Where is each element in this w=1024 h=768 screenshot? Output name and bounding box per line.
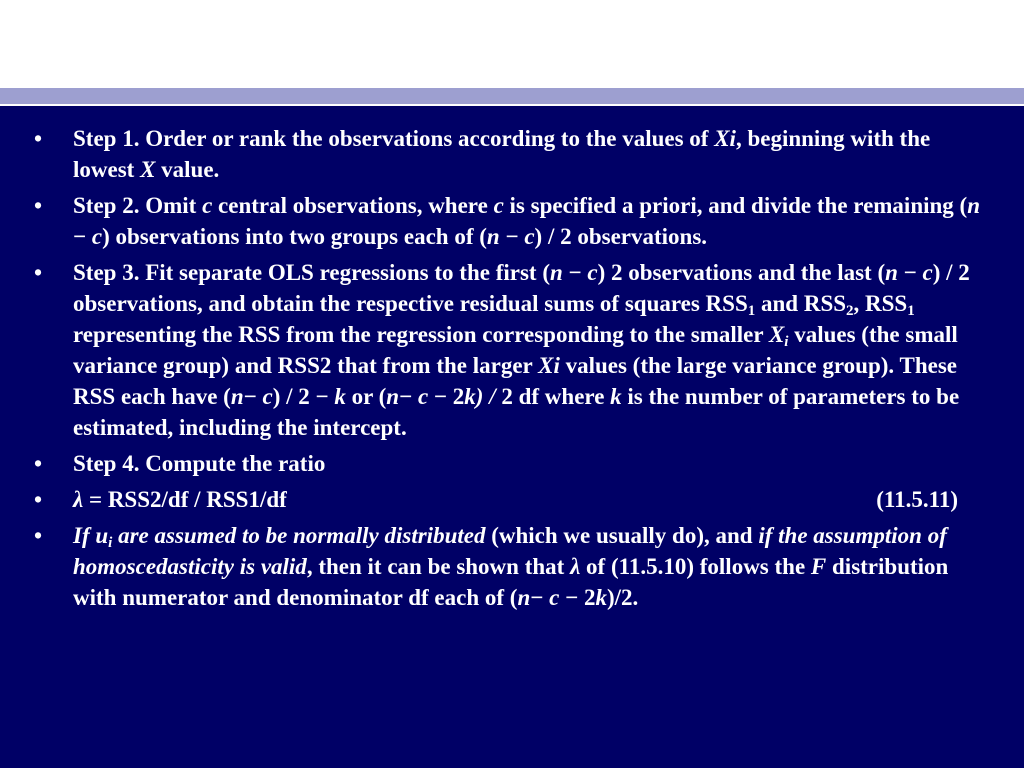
bullet-step-1 <box>34 123 996 185</box>
bullet-note <box>34 520 996 613</box>
bullet-marker: • <box>34 193 43 218</box>
bullet-marker: • <box>34 523 43 548</box>
bullet-marker: • <box>34 126 43 151</box>
equation-number: (11.5.11) <box>876 487 958 512</box>
bullet-step-2 <box>34 190 996 252</box>
bullet-marker: • <box>34 487 43 512</box>
top-blank-area <box>0 0 1024 88</box>
bullet-step-3 <box>34 257 996 443</box>
slide-body <box>0 106 1024 768</box>
bullet-marker: • <box>34 451 43 476</box>
step1-text: Step 1. Order or rank the observations according to the values of Xi, beginning with the lowest X value. <box>73 126 931 182</box>
bullet-step-4 <box>34 448 996 479</box>
bullet-marker: • <box>34 260 43 285</box>
step4-text: Step 4. Compute the ratio <box>73 451 326 476</box>
bullet-equation <box>34 484 996 515</box>
note-text: If $u_i$ are assumed to be normally distributed (which we usually do), and if the assumption of homoscedasticity is valid, then it can be shown that λ of (11.5.10) follows the F distribution with numerator and denominator df each of (n− c − 2k)/2. <box>73 523 949 610</box>
bullet-list <box>34 123 996 618</box>
step3-text: Step 3. Fit separate OLS regressions to the first (n − c) 2 observations and the last (n − c) / 2 observations, and obtain the respective residual sums of squares $RSS_1$ and $RSS_2$, $RSS_1$ representing the RSS from the regression corresponding to the smaller $X_i$ values (the small variance group) and RSS2 that from the larger Xi values (the large variance group). These RSS each have (n− c) / 2 − k or (n− c − 2k) / 2 df where k is the number of parameters to be estimated, including the intercept. <box>73 260 970 440</box>
equation-text: λ = RSS2/df / RSS1/df <box>73 487 287 512</box>
step2-text: Step 2. Omit c central observations, where c is specified a priori, and divide the remaining (n − c) observations into two groups each of (n − c) / 2 observations. <box>73 193 981 249</box>
decorative-header-band <box>0 88 1024 104</box>
